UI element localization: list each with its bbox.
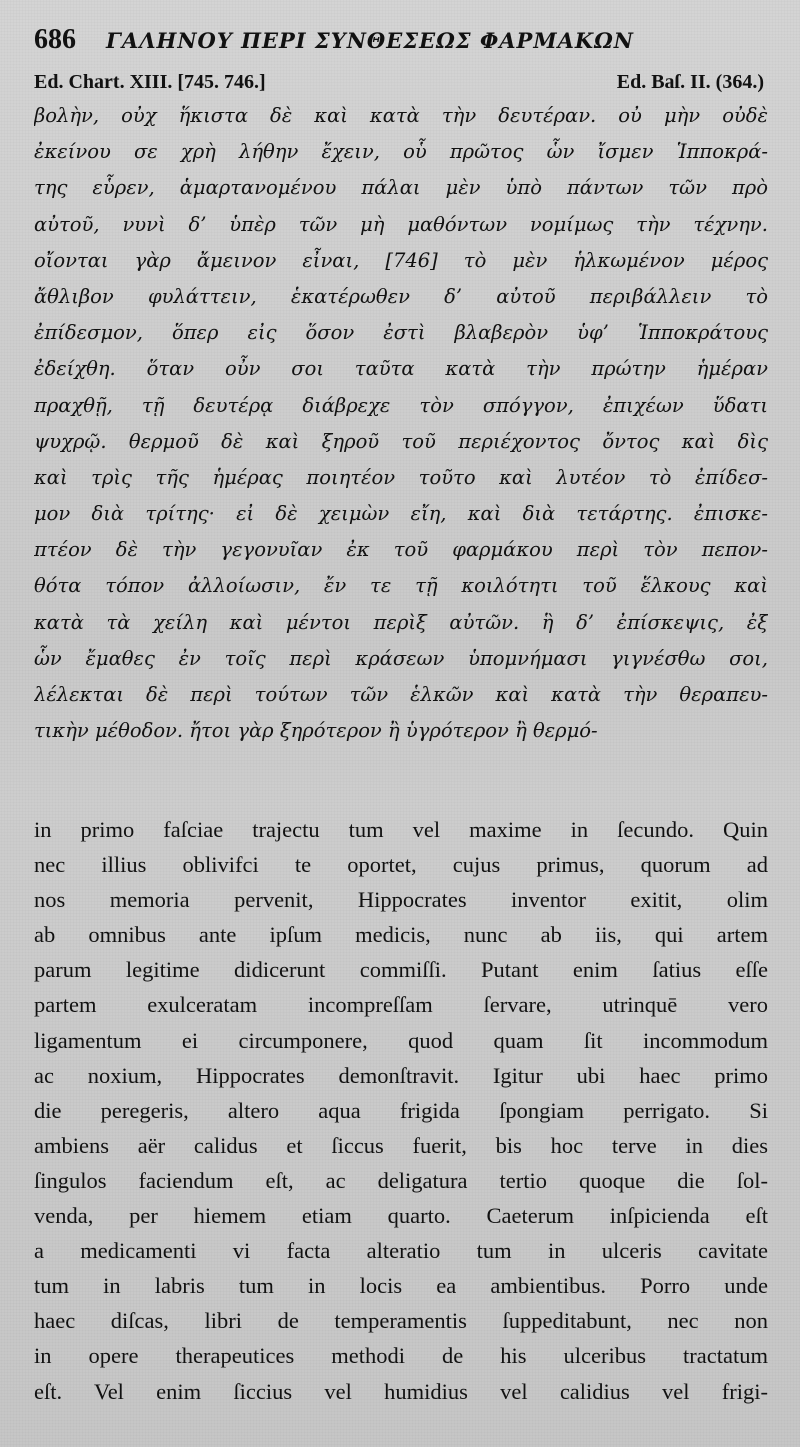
greek-text-line: καὶ τρὶς τῆς ἡμέρας ποιητέον τοῦτο καὶ λυτέον τὸ ἐπίδεσ- <box>34 465 768 489</box>
greek-text-line: θότα τόπον ἀλλοίωσιν, ἔν τε τῇ κοιλότητι τοῦ ἕλκους καὶ <box>34 574 768 598</box>
greek-text-line: ὧν ἔμαθες ἐν τοῖς περὶ κράσεων ὑπομνήμασι γιγνέσθω σοι, <box>34 646 768 670</box>
latin-text-line: in primo faſciae trajectu tum vel maxime in ſecundo. Quin <box>34 817 768 842</box>
greek-text-line: πτέον δὲ τὴν γεγονυῖαν ἐκ τοῦ φαρμάκου περὶ τὸν πεπον- <box>34 538 768 562</box>
greek-text-line: μον διὰ τρίτης· εἰ δὲ χειμὼν εἴη, καὶ διὰ τετάρτης. ἐπισκε- <box>34 502 768 526</box>
greek-text-line: της εὗρεν, ἁμαρτανομένου πάλαι μὲν ὑπὸ πάντων τῶν πρὸ <box>34 176 768 200</box>
greek-text-line: τικὴν μέθοδον. ἤτοι γὰρ ξηρότερον ἢ ὑγρότερον ἢ θερμό- <box>34 719 598 743</box>
greek-text-line: ψυχρῷ. θερμοῦ δὲ καὶ ξηροῦ τοῦ περιέχοντος ὄντος καὶ δὶς <box>34 429 768 453</box>
edition-chart-reference: Ed. Chart. XIII. [745. 746.] <box>34 71 266 93</box>
latin-text-line: nos memoria pervenit, Hippocrates inventor exitit, olim <box>34 887 768 913</box>
latin-text-line: parum legitime didicerunt commiſſi. Putant enim ſatius eſſe <box>34 957 768 983</box>
greek-text-line: αὐτοῦ, νυνὶ δ’ ὑπὲρ τῶν μὴ μαθόντων νομίμως τὴν τέχνην. <box>34 212 768 236</box>
latin-text-line: die peregeris, altero aqua frigida ſpongiam perrigato. Si <box>34 1097 768 1123</box>
latin-text-line: ambiens aër calidus et ſiccus fuerit, bis hoc terve in dies <box>34 1132 768 1158</box>
latin-text-line: in opere therapeutices methodi de his ulceribus tractatum <box>34 1343 768 1369</box>
edition-references <box>34 68 768 96</box>
greek-text-line: πραχθῇ, τῇ δευτέρᾳ διάβρεχε τὸν σπόγγον, ἐπιχέων ὕδατι <box>34 393 768 417</box>
latin-text-line: ligamentum ei circumponere, quod quam ſit incommodum <box>34 1027 768 1053</box>
edition-basel-reference: Ed. Baſ. II. (364.) <box>616 71 764 93</box>
greek-text-line: ἐκείνου σε χρὴ λήθην ἔχειν, οὗ πρῶτος ὧν ἴσμεν Ἱπποκρά- <box>34 140 768 164</box>
latin-text-block <box>34 812 768 1409</box>
latin-text-line: eſt. Vel enim ſiccius vel humidius vel calidius vel frigi- <box>34 1378 768 1404</box>
latin-text-line: ab omnibus ante ipſum medicis, nunc ab iis, qui artem <box>34 922 768 948</box>
greek-text-line: βολὴν, οὐχ ἥκιστα δὲ καὶ κατὰ τὴν δευτέραν. οὐ μὴν οὐδὲ <box>34 104 768 127</box>
greek-text-line: ἐδείχθη. ὅταν οὖν σοι ταῦτα κατὰ τὴν πρώτην ἡμέραν <box>34 357 768 381</box>
latin-text-line: ac noxium, Hippocrates demonſtravit. Igitur ubi haec primo <box>34 1062 768 1088</box>
latin-text-line: partem exulceratam incompreſſam ſervare, utrinquē vero <box>34 992 768 1018</box>
latin-text-line: nec illius oblivifci te oportet, cujus primus, quorum ad <box>34 852 768 878</box>
latin-text-line: tum in labris tum in locis ea ambientibus. Porro unde <box>34 1273 768 1299</box>
running-title: ΓΑΛΗΝΟΥ ΠΕΡΙ ΣΥΝΘΕΣΕΩΣ ΦΑΡΜΑΚΩΝ <box>106 28 634 53</box>
latin-text-line: haec diſcas, libri de temperamentis ſuppeditabunt, nec non <box>34 1308 768 1334</box>
page-number: 686 <box>34 24 76 55</box>
greek-text-line: οἴονται γὰρ ἄμεινον εἶναι, [746] τὸ μὲν ἡλκωμένον μέρος <box>34 248 768 272</box>
latin-text-line: venda, per hiemem etiam quarto. Caeterum inſpicienda eſt <box>34 1203 768 1229</box>
greek-text-line: ἐπίδεσμον, ὅπερ εἰς ὅσον ἐστὶ βλαβερὸν ὑφ’ Ἱπποκράτους <box>34 321 768 345</box>
page-header <box>34 24 768 68</box>
greek-text-line: κατὰ τὰ χείλη καὶ μέντοι περὶξ αὐτῶν. ἣ δ’ ἐπίσκεψις, ἐξ <box>34 610 768 634</box>
greek-text-line: ἄθλιβον φυλάττειν, ἑκατέρωθεν δ’ αὐτοῦ περιβάλλειν τὸ <box>34 284 768 308</box>
greek-text-block <box>34 98 768 749</box>
latin-text-line: a medicamenti vi facta alteratio tum in ulceris cavitate <box>34 1238 768 1264</box>
greek-text-line: λέλεκται δὲ περὶ τούτων τῶν ἑλκῶν καὶ κατὰ τὴν θεραπευ- <box>34 683 768 706</box>
latin-text-line: ſingulos faciendum eſt, ac deligatura tertio quoque die ſol- <box>34 1167 768 1193</box>
